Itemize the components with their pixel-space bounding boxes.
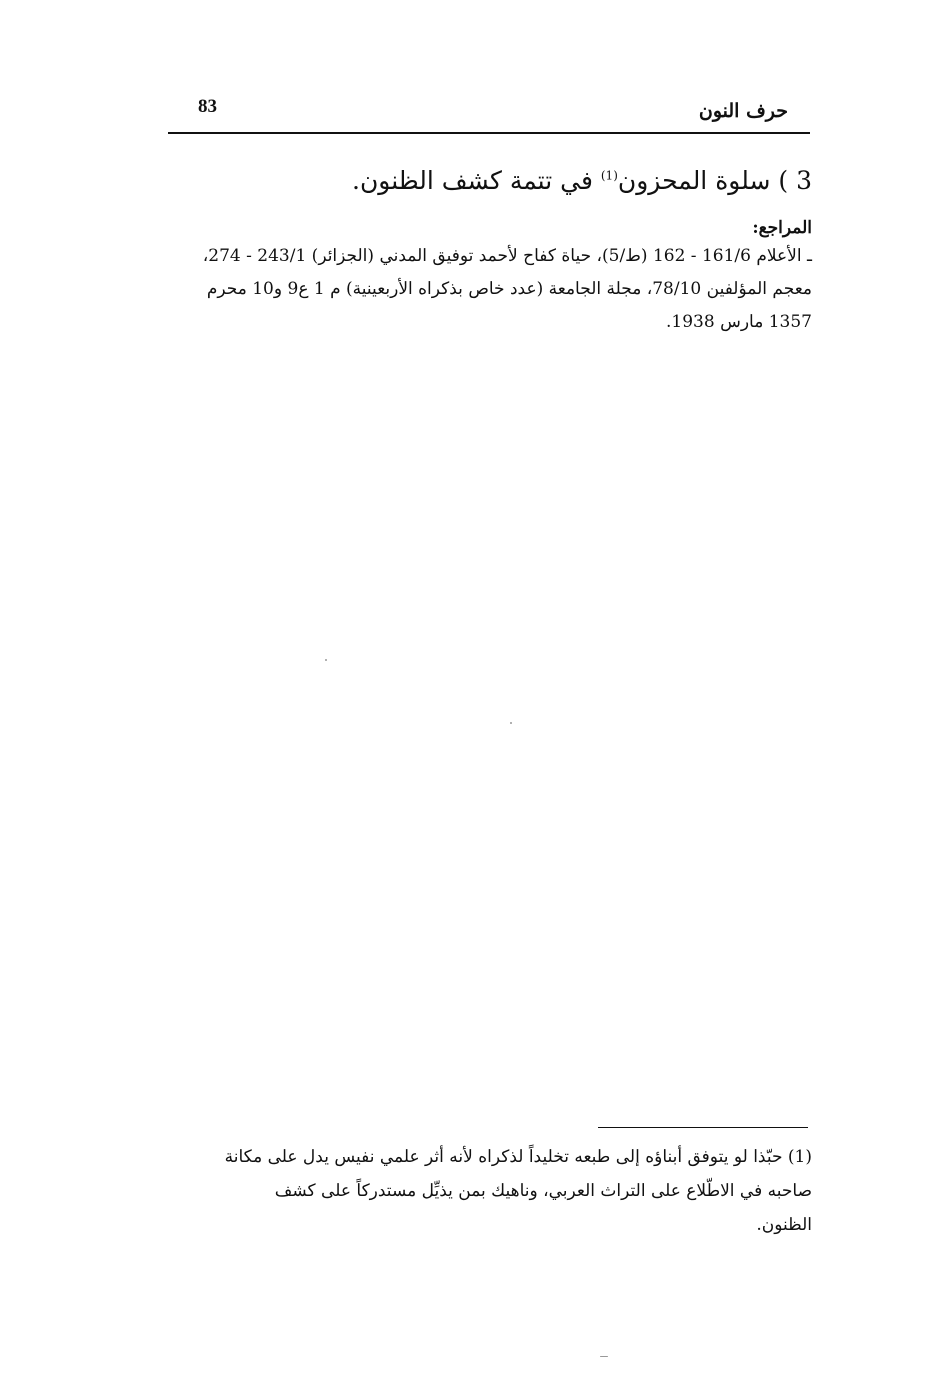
reference-line: معجم المؤلفين 78/10، مجلة الجامعة (عدد خاص بذكراه الأربعينية) م 1 ع9 و10 محرم	[206, 279, 812, 299]
footnote-line: (1) حبّذا لو يتوفق أبناؤه إلى طبعه تخليداً لذكراه لأنه أثر علمي نفيس يدل على مكانة	[224, 1147, 812, 1167]
footnote-separator	[598, 1127, 808, 1128]
scan-speck	[325, 659, 327, 661]
scan-speck	[510, 722, 512, 724]
reference-line: 1357 مارس 1938.	[666, 312, 812, 332]
references-heading: المراجع:	[752, 218, 812, 238]
footnote-reference: (1)	[600, 168, 618, 183]
reference-line: ـ الأعلام 161/6 - 162 (ط/5)، حياة كفاح لأحمد توفيق المدني (الجزائر) 243/1 - 274،	[202, 246, 812, 266]
page-number: 83	[198, 96, 217, 117]
references-section	[168, 218, 812, 339]
entry-title-tail: في تتمة كشف الظنون.	[352, 166, 601, 195]
footnote-line: الظنون.	[756, 1215, 812, 1235]
entry-title	[352, 166, 812, 195]
running-head: حرف النون	[698, 100, 788, 122]
footnote	[168, 1140, 812, 1242]
entry-title-main: 3 ) سلوة المحزون	[617, 166, 812, 195]
scan-speck	[600, 1356, 608, 1357]
page-header	[168, 92, 810, 134]
footnote-line: صاحبه في الاطّلاع على التراث العربي، وناهيك بمن يذيِّل مستدركاً على كشف	[274, 1181, 812, 1201]
